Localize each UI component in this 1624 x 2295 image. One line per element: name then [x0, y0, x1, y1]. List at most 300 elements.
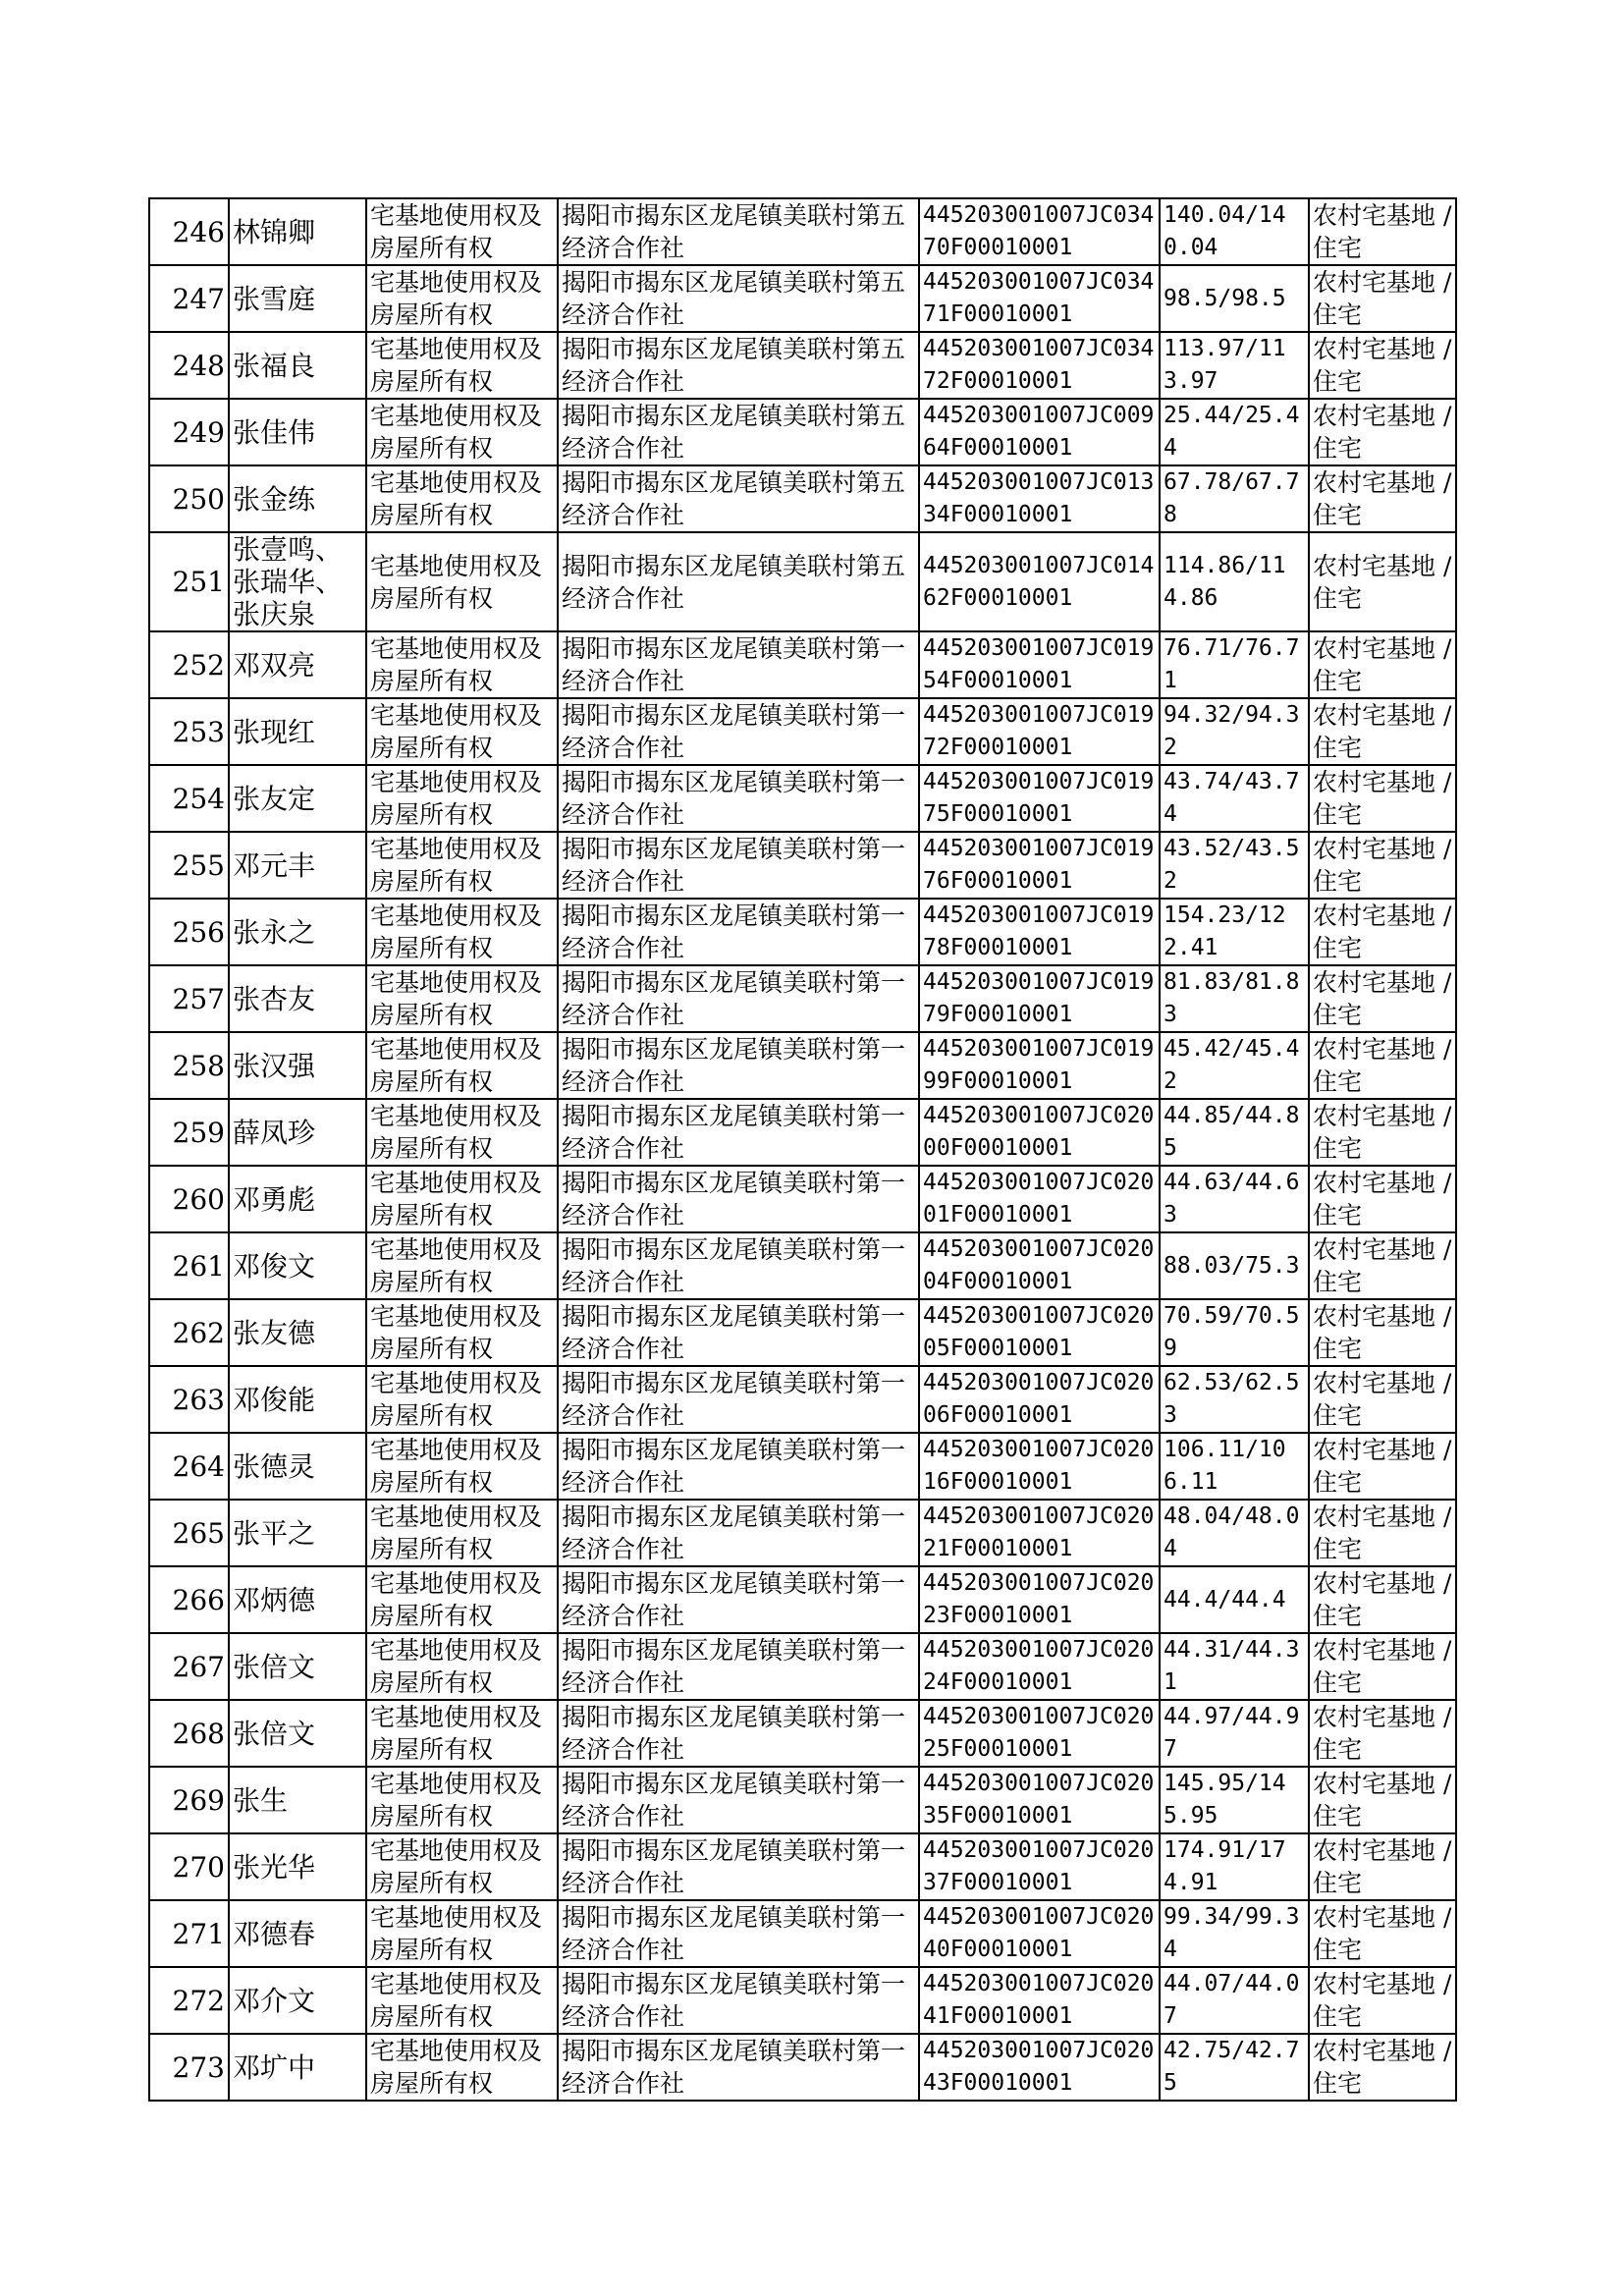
- unit-code-text: 445203001007JC01999F00010001: [923, 1036, 1155, 1094]
- table-row: [149, 1833, 1456, 1900]
- row-number-cell: [149, 1633, 229, 1700]
- owner-name: 邓勇彪: [233, 1182, 316, 1216]
- land-use-text: 农村宅基地 / 住宅: [1313, 468, 1452, 529]
- area-text: 81.83/81.83: [1164, 969, 1300, 1027]
- collective-org-cell: [558, 465, 919, 532]
- land-use-text: 农村宅基地 / 住宅: [1313, 835, 1452, 896]
- table-row: [149, 1433, 1456, 1500]
- right-type-text: 宅基地使用权及房屋所有权: [370, 1569, 543, 1630]
- row-number-text: 251: [172, 566, 225, 598]
- unit-code-cell: [919, 965, 1160, 1032]
- table-row: [149, 1299, 1456, 1366]
- owner-name-cell: [229, 2034, 366, 2101]
- area-text: 42.75/42.75: [1164, 2038, 1300, 2096]
- owner-name: 张汉强: [233, 1049, 316, 1082]
- table-row: [149, 465, 1456, 532]
- land-use-cell: [1309, 899, 1456, 965]
- area-text: 154.23/122.41: [1164, 902, 1286, 960]
- land-use-text: 农村宅基地 / 住宅: [1313, 402, 1452, 463]
- owner-name: 张倍文: [233, 1650, 316, 1683]
- unit-code-text: 445203001007JC01972F00010001: [923, 702, 1155, 760]
- right-type-cell: [366, 1099, 558, 1166]
- owner-name-cell: [229, 198, 366, 265]
- right-type-cell: [366, 1633, 558, 1700]
- owner-name-cell: [229, 965, 366, 1032]
- owner-name: 张生: [233, 1783, 289, 1817]
- area-cell: [1160, 1833, 1309, 1900]
- area-cell: [1160, 1900, 1309, 1967]
- area-text: 140.04/140.04: [1164, 202, 1286, 260]
- area-cell: [1160, 1166, 1309, 1232]
- unit-code-cell: [919, 265, 1160, 332]
- area-cell: [1160, 532, 1309, 631]
- owner-name-cell: [229, 1433, 366, 1500]
- right-type-text: 宅基地使用权及房屋所有权: [370, 201, 543, 262]
- owner-name: 张庆泉: [233, 598, 316, 630]
- unit-code-cell: [919, 631, 1160, 698]
- table-row: [149, 765, 1456, 832]
- area-cell: [1160, 899, 1309, 965]
- land-use-text: 农村宅基地 / 住宅: [1313, 1503, 1452, 1563]
- table-row: [149, 1967, 1456, 2034]
- land-use-cell: [1309, 631, 1456, 698]
- unit-code-text: 445203001007JC01976F00010001: [923, 836, 1155, 894]
- collective-org-cell: [558, 332, 919, 399]
- owner-name-cell: [229, 1166, 366, 1232]
- row-number-cell: [149, 631, 229, 698]
- collective-org-cell: [558, 399, 919, 465]
- right-type-cell: [366, 1767, 558, 1833]
- right-type-text: 宅基地使用权及房屋所有权: [370, 1369, 543, 1430]
- table-row: [149, 965, 1456, 1032]
- right-type-text: 宅基地使用权及房屋所有权: [370, 1302, 543, 1363]
- collective-org-text: 揭阳市揭东区龙尾镇美联村第一经济合作社: [562, 1369, 906, 1430]
- right-type-text: 宅基地使用权及房屋所有权: [370, 1970, 543, 2031]
- right-type-text: 宅基地使用权及房屋所有权: [370, 1703, 543, 1764]
- area-text: 44.07/44.07: [1164, 1971, 1300, 2029]
- unit-code-cell: [919, 1566, 1160, 1633]
- area-text: 44.85/44.85: [1164, 1103, 1300, 1161]
- right-type-cell: [366, 832, 558, 899]
- owner-name-cell: [229, 765, 366, 832]
- land-use-text: 农村宅基地 / 住宅: [1313, 768, 1452, 829]
- collective-org-text: 揭阳市揭东区龙尾镇美联村第一经济合作社: [562, 768, 906, 829]
- right-type-text: 宅基地使用权及房屋所有权: [370, 835, 543, 896]
- collective-org-text: 揭阳市揭东区龙尾镇美联村第一经济合作社: [562, 1436, 906, 1497]
- table-row: [149, 1700, 1456, 1767]
- collective-org-text: 揭阳市揭东区龙尾镇美联村第一经济合作社: [562, 1302, 906, 1363]
- table-row: [149, 1232, 1456, 1299]
- area-cell: [1160, 765, 1309, 832]
- collective-org-text: 揭阳市揭东区龙尾镇美联村第一经济合作社: [562, 968, 906, 1029]
- row-number-cell: [149, 965, 229, 1032]
- table-row: [149, 1566, 1456, 1633]
- right-type-text: 宅基地使用权及房屋所有权: [370, 1436, 543, 1497]
- area-text: 70.59/70.59: [1164, 1303, 1300, 1361]
- owner-name: 邓双亮: [233, 648, 316, 682]
- unit-code-text: 445203001007JC02025F00010001: [923, 1704, 1155, 1762]
- collective-org-cell: [558, 1500, 919, 1566]
- right-type-text: 宅基地使用权及房屋所有权: [370, 1836, 543, 1897]
- owner-name-cell: [229, 1700, 366, 1767]
- right-type-cell: [366, 1166, 558, 1232]
- table-row: [149, 1500, 1456, 1566]
- land-use-cell: [1309, 1700, 1456, 1767]
- row-number-cell: [149, 465, 229, 532]
- area-text: 88.03/75.3: [1164, 1252, 1300, 1279]
- owner-name: 邓介文: [233, 1984, 316, 2017]
- right-type-cell: [366, 899, 558, 965]
- collective-org-cell: [558, 1299, 919, 1366]
- unit-code-cell: [919, 1099, 1160, 1166]
- row-number-text: 260: [172, 1182, 225, 1216]
- land-use-cell: [1309, 1633, 1456, 1700]
- area-cell: [1160, 332, 1309, 399]
- collective-org-text: 揭阳市揭东区龙尾镇美联村第一经济合作社: [562, 2037, 906, 2098]
- collective-org-text: 揭阳市揭东区龙尾镇美联村第五经济合作社: [562, 468, 906, 529]
- land-use-cell: [1309, 1166, 1456, 1232]
- owner-name: 张平之: [233, 1516, 316, 1550]
- land-use-text: 农村宅基地 / 住宅: [1313, 1636, 1452, 1697]
- row-number-cell: [149, 1967, 229, 2034]
- owner-name-cell: [229, 1299, 366, 1366]
- area-cell: [1160, 1299, 1309, 1366]
- table-body: [149, 198, 1456, 2101]
- owner-name: 张福良: [233, 349, 316, 382]
- right-type-cell: [366, 1833, 558, 1900]
- right-type-text: 宅基地使用权及房屋所有权: [370, 1503, 543, 1563]
- collective-org-cell: [558, 899, 919, 965]
- owner-name: 张壹鸣、: [233, 533, 344, 566]
- area-cell: [1160, 1232, 1309, 1299]
- area-text: 43.74/43.74: [1164, 769, 1300, 827]
- unit-code-text: 445203001007JC02041F00010001: [923, 1971, 1155, 2029]
- row-number-cell: [149, 765, 229, 832]
- owner-name-cell: [229, 1099, 366, 1166]
- collective-org-text: 揭阳市揭东区龙尾镇美联村第一经济合作社: [562, 1035, 906, 1096]
- right-type-text: 宅基地使用权及房屋所有权: [370, 1770, 543, 1831]
- row-number-cell: [149, 698, 229, 765]
- unit-code-cell: [919, 1166, 1160, 1232]
- unit-code-text: 445203001007JC03470F00010001: [923, 202, 1155, 260]
- land-use-cell: [1309, 399, 1456, 465]
- unit-code-text: 445203001007JC02016F00010001: [923, 1437, 1155, 1495]
- right-type-text: 宅基地使用权及房屋所有权: [370, 468, 543, 529]
- land-use-text: 农村宅基地 / 住宅: [1313, 1102, 1452, 1163]
- owner-name-cell: [229, 465, 366, 532]
- right-type-cell: [366, 265, 558, 332]
- owner-name-cell: [229, 399, 366, 465]
- owner-name-cell: [229, 631, 366, 698]
- land-use-cell: [1309, 532, 1456, 631]
- row-number-cell: [149, 1032, 229, 1099]
- area-text: 113.97/113.97: [1164, 336, 1286, 394]
- owner-name: 邓德春: [233, 1917, 316, 1950]
- owner-name: 张友德: [233, 1316, 316, 1349]
- land-use-cell: [1309, 1500, 1456, 1566]
- row-number-cell: [149, 1566, 229, 1633]
- area-text: 44.4/44.4: [1164, 1586, 1286, 1612]
- unit-code-text: 445203001007JC01334F00010001: [923, 469, 1155, 527]
- land-use-text: 农村宅基地 / 住宅: [1313, 1836, 1452, 1897]
- collective-org-text: 揭阳市揭东区龙尾镇美联村第一经济合作社: [562, 902, 906, 962]
- collective-org-text: 揭阳市揭东区龙尾镇美联村第一经济合作社: [562, 634, 906, 695]
- table-row: [149, 399, 1456, 465]
- land-use-text: 农村宅基地 / 住宅: [1313, 268, 1452, 329]
- collective-org-text: 揭阳市揭东区龙尾镇美联村第一经济合作社: [562, 1836, 906, 1897]
- collective-org-text: 揭阳市揭东区龙尾镇美联村第一经济合作社: [562, 835, 906, 896]
- row-number-text: 255: [172, 848, 225, 882]
- land-use-text: 农村宅基地 / 住宅: [1313, 634, 1452, 695]
- row-number-cell: [149, 1099, 229, 1166]
- area-cell: [1160, 1366, 1309, 1433]
- collective-org-text: 揭阳市揭东区龙尾镇美联村第五经济合作社: [562, 551, 906, 613]
- unit-code-cell: [919, 1232, 1160, 1299]
- right-type-cell: [366, 1032, 558, 1099]
- land-use-text: 农村宅基地 / 住宅: [1313, 1235, 1452, 1296]
- row-number-text: 270: [172, 1850, 225, 1884]
- table-row: [149, 1166, 1456, 1232]
- owner-name: 张永之: [233, 915, 316, 949]
- land-use-cell: [1309, 198, 1456, 265]
- collective-org-cell: [558, 1900, 919, 1967]
- unit-code-text: 445203001007JC02021F00010001: [923, 1503, 1155, 1561]
- right-type-cell: [366, 1366, 558, 1433]
- row-number-text: 267: [172, 1650, 225, 1683]
- right-type-text: 宅基地使用权及房屋所有权: [370, 1035, 543, 1096]
- area-cell: [1160, 1633, 1309, 1700]
- right-type-cell: [366, 2034, 558, 2101]
- collective-org-text: 揭阳市揭东区龙尾镇美联村第一经济合作社: [562, 1703, 906, 1764]
- unit-code-cell: [919, 1967, 1160, 2034]
- area-cell: [1160, 1767, 1309, 1833]
- land-use-cell: [1309, 1433, 1456, 1500]
- unit-code-text: 445203001007JC02037F00010001: [923, 1837, 1155, 1895]
- registry-table: [148, 197, 1457, 2102]
- land-use-text: 农村宅基地 / 住宅: [1313, 1903, 1452, 1964]
- owner-name: 张雪庭: [233, 282, 316, 315]
- unit-code-text: 445203001007JC01462F00010001: [923, 552, 1155, 611]
- row-number-cell: [149, 1500, 229, 1566]
- area-text: 43.52/43.52: [1164, 836, 1300, 894]
- owner-name-cell: [229, 1500, 366, 1566]
- owner-name: 邓圹中: [233, 2050, 316, 2084]
- table-row: [149, 265, 1456, 332]
- row-number-text: 266: [172, 1583, 225, 1616]
- land-use-text: 农村宅基地 / 住宅: [1313, 1436, 1452, 1497]
- land-use-cell: [1309, 265, 1456, 332]
- row-number-text: 262: [172, 1316, 225, 1349]
- owner-name-cell: [229, 532, 366, 631]
- land-use-cell: [1309, 1833, 1456, 1900]
- land-use-text: 农村宅基地 / 住宅: [1313, 1569, 1452, 1630]
- table-row: [149, 532, 1456, 631]
- row-number-cell: [149, 265, 229, 332]
- unit-code-cell: [919, 1900, 1160, 1967]
- area-text: 44.97/44.97: [1164, 1704, 1300, 1762]
- land-use-text: 农村宅基地 / 住宅: [1313, 1035, 1452, 1096]
- right-type-text: 宅基地使用权及房屋所有权: [370, 1235, 543, 1296]
- land-use-text: 农村宅基地 / 住宅: [1313, 701, 1452, 762]
- area-text: 25.44/25.44: [1164, 403, 1300, 461]
- collective-org-text: 揭阳市揭东区龙尾镇美联村第一经济合作社: [562, 701, 906, 762]
- table-row: [149, 631, 1456, 698]
- row-number-cell: [149, 1232, 229, 1299]
- row-number-cell: [149, 532, 229, 631]
- row-number-cell: [149, 2034, 229, 2101]
- land-use-text: 农村宅基地 / 住宅: [1313, 1369, 1452, 1430]
- collective-org-text: 揭阳市揭东区龙尾镇美联村第一经济合作社: [562, 1970, 906, 2031]
- area-text: 114.86/114.86: [1164, 552, 1286, 611]
- right-type-cell: [366, 1700, 558, 1767]
- unit-code-cell: [919, 198, 1160, 265]
- row-number-text: 246: [172, 215, 225, 248]
- owner-name-cell: [229, 1967, 366, 2034]
- area-cell: [1160, 1099, 1309, 1166]
- right-type-cell: [366, 1967, 558, 2034]
- row-number-cell: [149, 899, 229, 965]
- land-use-cell: [1309, 1767, 1456, 1833]
- right-type-cell: [366, 198, 558, 265]
- collective-org-cell: [558, 1633, 919, 1700]
- owner-name: 张倍文: [233, 1717, 316, 1750]
- right-type-cell: [366, 698, 558, 765]
- right-type-text: 宅基地使用权及房屋所有权: [370, 402, 543, 463]
- area-text: 76.71/76.71: [1164, 635, 1300, 693]
- land-use-cell: [1309, 1232, 1456, 1299]
- owner-name-cell: [229, 1366, 366, 1433]
- table-row: [149, 698, 1456, 765]
- unit-code-cell: [919, 2034, 1160, 2101]
- owner-name-cell: [229, 832, 366, 899]
- land-use-text: 农村宅基地 / 住宅: [1313, 551, 1452, 613]
- area-text: 106.11/106.11: [1164, 1437, 1286, 1495]
- area-cell: [1160, 1500, 1309, 1566]
- collective-org-cell: [558, 1967, 919, 2034]
- area-text: 44.31/44.31: [1164, 1637, 1300, 1695]
- right-type-text: 宅基地使用权及房屋所有权: [370, 2037, 543, 2098]
- row-number-cell: [149, 1833, 229, 1900]
- unit-code-text: 445203001007JC01978F00010001: [923, 902, 1155, 960]
- collective-org-cell: [558, 1166, 919, 1232]
- collective-org-text: 揭阳市揭东区龙尾镇美联村第一经济合作社: [562, 1903, 906, 1964]
- unit-code-cell: [919, 1833, 1160, 1900]
- owner-name-cell: [229, 899, 366, 965]
- row-number-text: 248: [172, 349, 225, 382]
- table-row: [149, 1900, 1456, 1967]
- collective-org-text: 揭阳市揭东区龙尾镇美联村第五经济合作社: [562, 268, 906, 329]
- unit-code-text: 445203001007JC02006F00010001: [923, 1370, 1155, 1428]
- unit-code-cell: [919, 1032, 1160, 1099]
- land-use-cell: [1309, 1566, 1456, 1633]
- collective-org-text: 揭阳市揭东区龙尾镇美联村第一经济合作社: [562, 1636, 906, 1697]
- owner-name-cell: [229, 1633, 366, 1700]
- collective-org-cell: [558, 765, 919, 832]
- land-use-cell: [1309, 1900, 1456, 1967]
- owner-name: 张德灵: [233, 1449, 316, 1483]
- unit-code-cell: [919, 465, 1160, 532]
- unit-code-text: 445203001007JC02023F00010001: [923, 1570, 1155, 1628]
- owner-name: 张现红: [233, 715, 316, 748]
- land-use-cell: [1309, 1032, 1456, 1099]
- area-cell: [1160, 631, 1309, 698]
- table-row: [149, 198, 1456, 265]
- unit-code-cell: [919, 832, 1160, 899]
- right-type-text: 宅基地使用权及房屋所有权: [370, 1903, 543, 1964]
- collective-org-cell: [558, 532, 919, 631]
- table-row: [149, 2034, 1456, 2101]
- unit-code-cell: [919, 899, 1160, 965]
- row-number-text: 263: [172, 1383, 225, 1416]
- right-type-cell: [366, 1232, 558, 1299]
- collective-org-cell: [558, 1700, 919, 1767]
- right-type-text: 宅基地使用权及房屋所有权: [370, 968, 543, 1029]
- land-use-text: 农村宅基地 / 住宅: [1313, 335, 1452, 396]
- row-number-text: 247: [172, 282, 225, 315]
- owner-name: 张杏友: [233, 982, 316, 1015]
- land-use-cell: [1309, 332, 1456, 399]
- table-row: [149, 1032, 1456, 1099]
- row-number-cell: [149, 1433, 229, 1500]
- collective-org-cell: [558, 1232, 919, 1299]
- table-row: [149, 899, 1456, 965]
- right-type-text: 宅基地使用权及房屋所有权: [370, 634, 543, 695]
- area-text: 67.78/67.78: [1164, 469, 1300, 527]
- right-type-cell: [366, 1900, 558, 1967]
- area-cell: [1160, 965, 1309, 1032]
- right-type-text: 宅基地使用权及房屋所有权: [370, 551, 543, 613]
- collective-org-cell: [558, 1566, 919, 1633]
- land-use-text: 农村宅基地 / 住宅: [1313, 968, 1452, 1029]
- land-use-cell: [1309, 832, 1456, 899]
- owner-name-cell: [229, 332, 366, 399]
- unit-code-cell: [919, 1366, 1160, 1433]
- right-type-text: 宅基地使用权及房屋所有权: [370, 1102, 543, 1163]
- row-number-text: 272: [172, 1984, 225, 2017]
- right-type-text: 宅基地使用权及房屋所有权: [370, 335, 543, 396]
- row-number-text: 259: [172, 1116, 225, 1149]
- owner-name: 张友定: [233, 782, 316, 815]
- area-text: 174.91/174.91: [1164, 1837, 1286, 1895]
- land-use-cell: [1309, 965, 1456, 1032]
- row-number-text: 264: [172, 1449, 225, 1483]
- collective-org-cell: [558, 2034, 919, 2101]
- right-type-text: 宅基地使用权及房屋所有权: [370, 768, 543, 829]
- land-use-cell: [1309, 2034, 1456, 2101]
- area-cell: [1160, 1566, 1309, 1633]
- table-row: [149, 332, 1456, 399]
- unit-code-text: 445203001007JC01975F00010001: [923, 769, 1155, 827]
- row-number-cell: [149, 399, 229, 465]
- owner-name: 张瑞华、: [233, 566, 344, 598]
- row-number-cell: [149, 332, 229, 399]
- row-number-text: 253: [172, 715, 225, 748]
- row-number-text: 256: [172, 915, 225, 949]
- land-use-cell: [1309, 1299, 1456, 1366]
- right-type-cell: [366, 765, 558, 832]
- row-number-text: 265: [172, 1516, 225, 1550]
- collective-org-text: 揭阳市揭东区龙尾镇美联村第五经济合作社: [562, 201, 906, 262]
- row-number-text: 273: [172, 2050, 225, 2084]
- right-type-cell: [366, 965, 558, 1032]
- area-cell: [1160, 698, 1309, 765]
- area-text: 145.95/145.95: [1164, 1771, 1286, 1829]
- area-cell: [1160, 265, 1309, 332]
- row-number-text: 271: [172, 1917, 225, 1950]
- unit-code-text: 445203001007JC02024F00010001: [923, 1637, 1155, 1695]
- area-cell: [1160, 1967, 1309, 2034]
- owner-name-cell: [229, 1032, 366, 1099]
